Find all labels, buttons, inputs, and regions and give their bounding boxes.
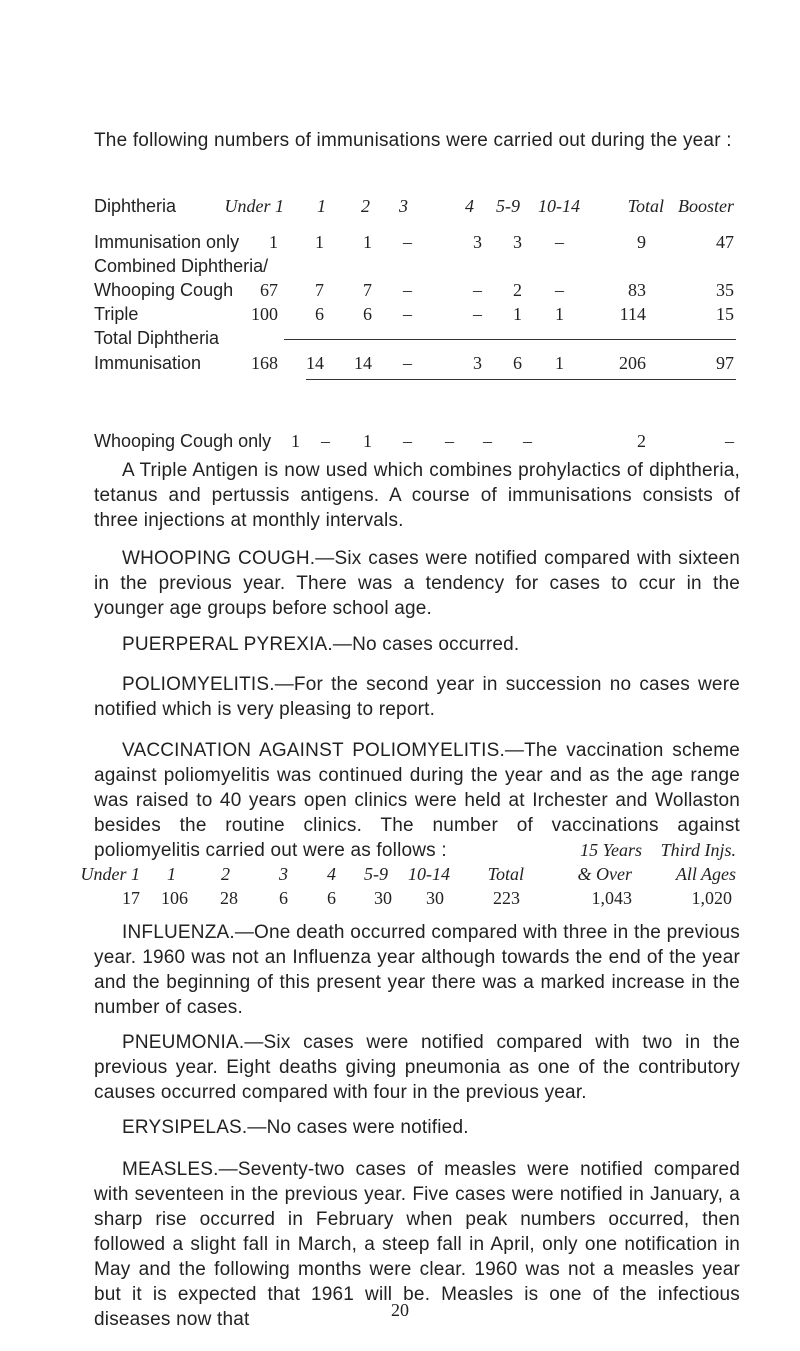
cell: 100 [251, 304, 278, 324]
header-diphtheria: Diphtheria [94, 196, 177, 216]
cell: 35 [716, 280, 734, 300]
cell: 1,020 [691, 888, 732, 908]
cell: – [473, 280, 482, 300]
cell: – [403, 431, 412, 451]
paragraph-puerperal: PUERPERAL PYREXIA.—No cases occurred. [122, 634, 520, 655]
cell: 106 [161, 888, 188, 908]
total-top-rule [284, 339, 736, 340]
cell: 47 [716, 232, 734, 252]
page-number: 20 [391, 1300, 409, 1320]
intro-paragraph: The following numbers of immunisations were carried out during the year : [94, 130, 732, 151]
table-row-total [94, 353, 744, 377]
header-15-years: 15 Years [580, 840, 642, 860]
cell: 3 [473, 353, 482, 373]
row-label: Total Diphtheria [94, 328, 220, 348]
cell: 1,043 [591, 888, 632, 908]
cell: 1 [555, 304, 564, 324]
cell: – [473, 304, 482, 324]
paragraph-pneumonia: PNEUMONIA.—Six cases were notified compared with two in the previous year. Eight deaths giving pneumonia as one of the contributory causes occurred compared with four in the previous year. [94, 1032, 740, 1103]
paragraph-whooping-cough: WHOOPING COUGH.—Six cases were notified compared with sixteen in the previous year. There was a tendency for cases to ccur in the younger age groups before school age. [94, 548, 740, 619]
cell: – [403, 304, 412, 324]
cell: – [403, 280, 412, 300]
row-label: Whooping Cough [94, 280, 234, 300]
header-age-5-9: 5-9 [496, 196, 520, 216]
cell: 2 [637, 431, 646, 451]
header-total: Total [487, 864, 524, 884]
header-age-10-14: 10-14 [538, 196, 580, 216]
cell: 6 [327, 888, 336, 908]
cell: 6 [513, 353, 522, 373]
cell: 28 [220, 888, 238, 908]
table-row [94, 304, 744, 328]
cell: 1 [363, 232, 372, 252]
cell: 114 [619, 304, 646, 324]
table-row [94, 280, 744, 304]
row-label: Immunisation only [94, 232, 240, 252]
cell: 30 [426, 888, 444, 908]
cell: 97 [716, 353, 734, 373]
cell: – [555, 232, 564, 252]
header-age-2: 2 [221, 864, 230, 884]
cell: 7 [315, 280, 324, 300]
cell: 223 [493, 888, 520, 908]
table-row [94, 232, 744, 256]
cell: 206 [619, 353, 646, 373]
header-age-4: 4 [327, 864, 336, 884]
header-third-injs: Third Injs. [660, 840, 736, 860]
cell: 14 [354, 353, 372, 373]
header-age-4: 4 [465, 196, 474, 216]
cell: – [321, 431, 330, 451]
cell: 17 [122, 888, 140, 908]
row-label: Immunisation [94, 353, 202, 373]
paragraph-measles: MEASLES.—Seventy-two cases of measles were notified compared with seventeen in the previous year. Five cases were notified in January, a sharp rise occurred in February when peak numbers occurred, then followed a slight fall in March, a steep fall in April, only one notification in May and the following months were clear. 1960 was not a measles year but it is expected that 1961 will be. Measles is one of the infectious diseases now that [94, 1159, 740, 1330]
cell: 83 [628, 280, 646, 300]
cell: 14 [306, 353, 324, 373]
table-header-row [94, 196, 744, 220]
table-row-label-top [94, 256, 744, 280]
header-15-and-over: & Over [577, 864, 632, 884]
table-row-extra [94, 431, 744, 455]
paragraph-poliomyelitis: POLIOMYELITIS.—For the second year in succession no cases were notified which is very pleasing to report. [94, 674, 740, 720]
cell: – [725, 431, 734, 451]
header-age-1: 1 [317, 196, 326, 216]
paragraph-triple-antigen: A Triple Antigen is now used which combines prohylactics of diphtheria, tetanus and pertussis antigens. A course of immunisations consists of three injections at monthly intervals. [94, 460, 740, 531]
cell: 1 [363, 431, 372, 451]
cell: 1 [269, 232, 278, 252]
cell: 1 [513, 304, 522, 324]
total-bottom-rule [306, 379, 736, 380]
cell: – [445, 431, 454, 451]
cell: 1 [315, 232, 324, 252]
cell: – [483, 431, 492, 451]
cell: 168 [251, 353, 278, 373]
cell: 67 [260, 280, 278, 300]
cell: 6 [279, 888, 288, 908]
cell: 15 [716, 304, 734, 324]
row-label: Whooping Cough only [94, 431, 272, 451]
header-under-1: Under 1 [224, 196, 284, 216]
cell: 6 [315, 304, 324, 324]
header-total: Total [627, 196, 664, 216]
cell: 6 [363, 304, 372, 324]
cell: – [523, 431, 532, 451]
cell: 30 [374, 888, 392, 908]
header-age-10-14: 10-14 [408, 864, 450, 884]
cell: 9 [637, 232, 646, 252]
cell: – [403, 353, 412, 373]
cell: 1 [555, 353, 564, 373]
cell: 2 [513, 280, 522, 300]
header-age-3: 3 [399, 196, 408, 216]
header-age-2: 2 [361, 196, 370, 216]
cell: 3 [473, 232, 482, 252]
paragraph-vaccination: VACCINATION AGAINST POLIOMYELITIS.—The vaccination scheme against poliomyelitis was continued during the year and as the age range was raised to 40 years open clinics were held at Irchester and Wollaston besides the routine clinics. The number of vaccinations against poliomyelitis carried out were as follows : [94, 740, 740, 861]
table-row-label-top [94, 328, 744, 352]
cell: 3 [513, 232, 522, 252]
cell: – [555, 280, 564, 300]
row-label: Triple [94, 304, 139, 324]
row-label: Combined Diphtheria/ [94, 256, 269, 276]
paragraph-erysipelas: ERYSIPELAS.—No cases were notified. [122, 1117, 469, 1138]
paragraph-influenza: INFLUENZA.—One death occurred compared with three in the previous year. 1960 was not an Influenza year although towards the end of the year and the beginning of this present year there was a marked increase in the number of cases. [94, 922, 740, 1018]
header-age-5-9: 5-9 [364, 864, 388, 884]
header-under-1: Under 1 [80, 864, 140, 884]
header-age-3: 3 [279, 864, 288, 884]
header-age-1: 1 [167, 864, 176, 884]
cell: 1 [291, 431, 300, 451]
header-booster: Booster [678, 196, 734, 216]
header-all-ages: All Ages [675, 864, 736, 884]
cell: – [403, 232, 412, 252]
cell: 7 [363, 280, 372, 300]
